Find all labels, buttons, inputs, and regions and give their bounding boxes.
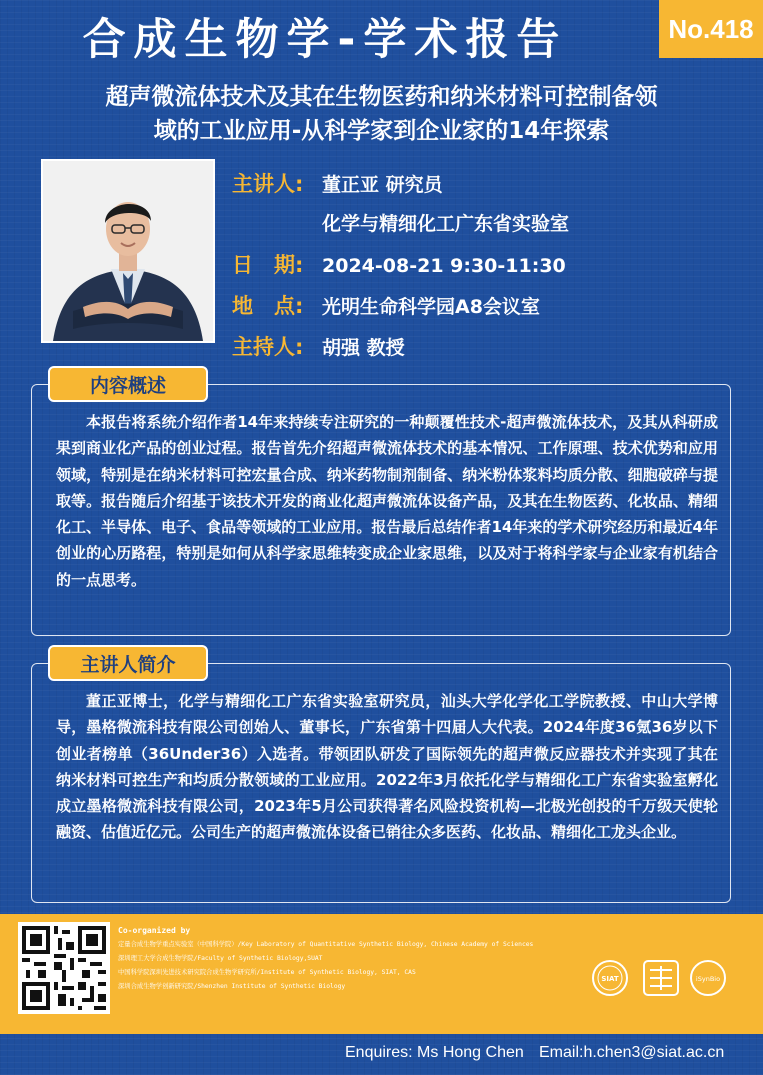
speaker-portrait-image xyxy=(43,161,213,341)
siat-logo-text: SIAT xyxy=(601,975,619,983)
contact-bar xyxy=(0,1034,763,1075)
abstract-text: 本报告将系统介绍作者14年来持续专注研究的一种颠覆性技术-超声微流体技术，及其从科研成果到商业化产品的创业过程。报告首先介绍超声微流体技术的基本情况、工作原理、技术优势和应用领域，特别是在纳米材料可控宏量合成、纳米药物制剂制备、纳米粉体浆料均质分散、细胞破碎与提取等。报告随后介绍基于该技术开发的商业化超声微流体设备产品，及其在生物医药、化妆品、精细化工、半导体、电子、食品等领域的工业应用。报告最后总结作者14年来的学术研究经历和最近4年创业的心历路程，特别是如何从科学家思维转变成企业家思维，以及对于将科学家与企业家有机结合的一点思考。 xyxy=(56,413,718,589)
location-row xyxy=(232,290,742,331)
coorganized-label: Co-organized by xyxy=(118,926,191,935)
speaker-name: 董正亚 研究员 xyxy=(322,174,443,196)
series-title: 合成生物学-学术报告 xyxy=(82,15,568,65)
qr-code xyxy=(18,922,110,1014)
isynbio-logo-text: iSynBio xyxy=(695,975,721,983)
date-value: 2024-08-21 9:30-11:30 xyxy=(322,255,566,277)
host-label: 主持人: xyxy=(232,335,304,359)
organizer-item: 深圳合成生物学创新研究院/Shenzhen Institute of Synthetic Biology xyxy=(118,983,346,990)
organizer-item: 深圳理工大学合成生物学院/Faculty of Synthetic Biology,SUAT xyxy=(118,955,323,962)
location-value: 光明生命科学园A8会议室 xyxy=(322,296,540,318)
speaker-label: 主讲人: xyxy=(232,172,304,196)
host-row xyxy=(232,331,742,372)
siat-logo-icon xyxy=(593,961,627,995)
isynbio-logo-icon xyxy=(691,961,725,995)
affiliation-row xyxy=(232,209,742,249)
location-label: 地 点: xyxy=(232,294,304,318)
talk-title-line-1: 超声微流体技术及其在生物医药和纳米材料可控制备领 xyxy=(105,84,658,110)
organizer-item: 定量合成生物学重点实验室（中国科学院）/Key Laboratory of Quantitative Synthetic Biology, Chinese Academy of Sciences xyxy=(118,941,534,948)
enquiries-contact: Enquires: Ms Hong Chen xyxy=(345,1044,524,1061)
bio-text: 董正亚博士，化学与精细化工广东省实验室研究员，汕头大学化学化工学院教授、中山大学博导，墨格微流科技有限公司创始人、董事长，广东省第十四届人大代表。2024年度36氪36岁以下创业者榜单（36Under36）入选者。带领团队研发了国际领先的超声微反应器技术并实现了其在纳米材料可控生产和均质分散领域的工业应用。2022年3月依托化学与精细化工广东省实验室孵化成立墨格微流科技有限公司，2023年5月公司获得著名风险投资机构—北极光创投的千万级天使轮融资、估值近亿元。公司生产的超声微流体设备已销往众多医药、化妆品、精细化工龙头企业。 xyxy=(56,692,718,842)
abstract-heading: 内容概述 xyxy=(48,366,208,402)
talk-title xyxy=(20,80,743,148)
host-value: 胡强 教授 xyxy=(322,337,405,359)
footer-organizers xyxy=(0,914,763,1034)
speaker-row xyxy=(232,168,742,209)
contact-email[interactable]: Email:h.chen3@siat.ac.cn xyxy=(539,1044,725,1061)
talk-title-line-2: 域的工业应用-从科学家到企业家的14年探索 xyxy=(153,118,610,144)
speaker-photo xyxy=(41,159,215,343)
date-label: 日 期: xyxy=(232,253,304,277)
bio-heading: 主讲人简介 xyxy=(48,645,208,681)
organizer-logos xyxy=(586,958,756,998)
organizer-item: 中国科学院深圳先进技术研究院合成生物学研究所/Institute of Synthetic Biology, SIAT, CAS xyxy=(118,969,416,976)
co-organizers xyxy=(118,926,638,994)
talk-info xyxy=(232,168,742,372)
suat-logo-icon xyxy=(644,961,678,995)
issue-number-badge: No.418 xyxy=(659,0,763,58)
date-row xyxy=(232,249,742,290)
speaker-affiliation: 化学与精细化工广东省实验室 xyxy=(322,213,570,235)
